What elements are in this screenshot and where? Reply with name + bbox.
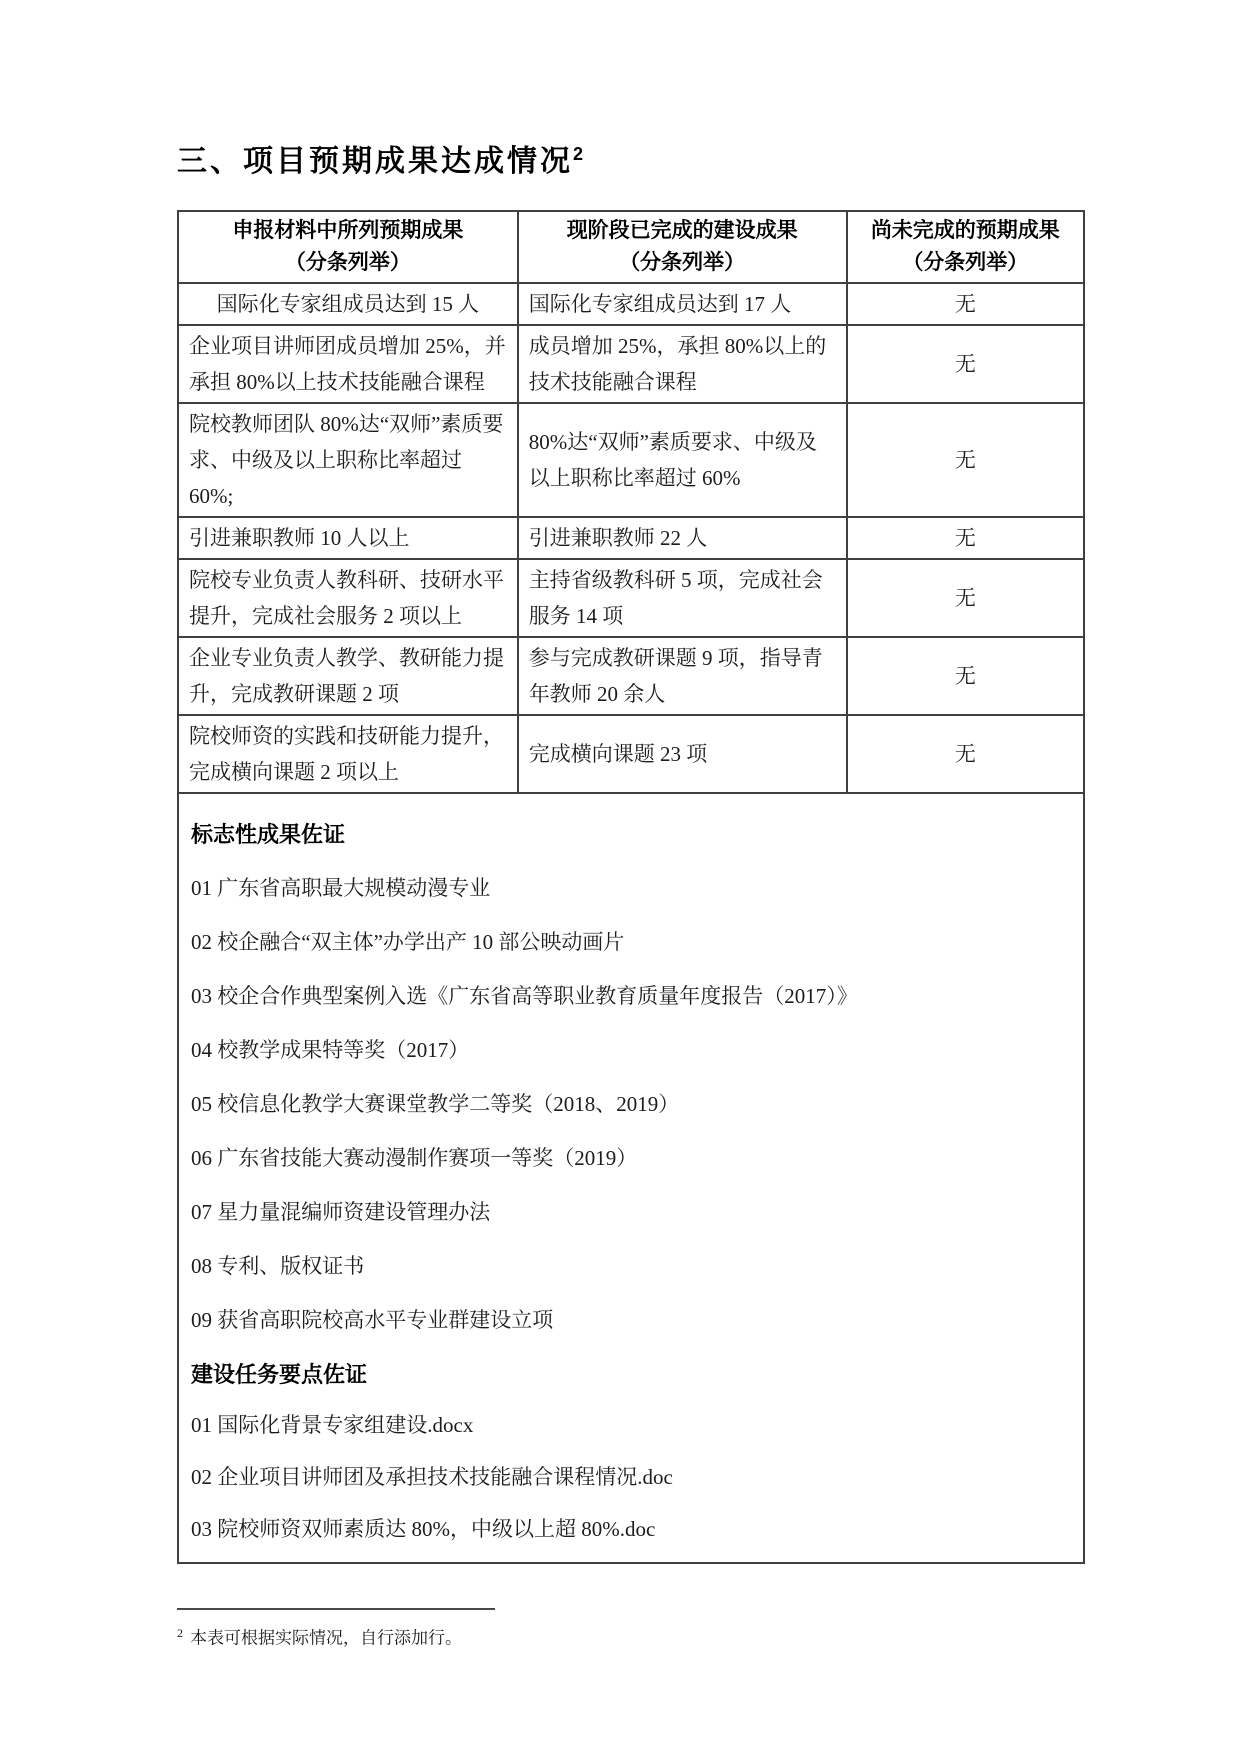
cell-completed: 80%达“双师”素质要求、中级及以上职称比率超过 60% — [518, 403, 847, 517]
table-row — [178, 283, 1084, 325]
header-unfinished — [847, 211, 1084, 283]
evidence-item: 04 校教学成果特等奖（2017） — [191, 1038, 470, 1062]
cell-completed: 主持省级教科研 5 项，完成社会服务 14 项 — [518, 559, 847, 637]
evidence-title-tasks: 建设任务要点佐证 — [191, 1362, 368, 1387]
evidence-item: 01 广东省高职最大规模动漫专业 — [191, 876, 491, 900]
cell-unfinished: 无 — [847, 283, 1084, 325]
header-completed-line1: 现阶段已完成的建设成果 — [566, 219, 798, 242]
cell-unfinished: 无 — [847, 637, 1084, 715]
cell-completed: 完成横向课题 23 项 — [518, 715, 847, 793]
evidence-title-landmark: 标志性成果佐证 — [191, 822, 346, 847]
header-unfinished-line1: 尚未完成的预期成果 — [870, 219, 1060, 242]
footnote-block — [177, 1608, 1085, 1650]
table-row — [178, 559, 1084, 637]
cell-completed: 国际化专家组成员达到 17 人 — [518, 283, 847, 325]
evidence-item: 08 专利、版权证书 — [191, 1254, 365, 1278]
table-row — [178, 325, 1084, 403]
header-expected — [178, 211, 518, 283]
header-completed-line2: （分条列举） — [619, 251, 746, 274]
page — [177, 136, 1085, 1650]
cell-completed: 引进兼职教师 22 人 — [518, 517, 847, 559]
evidence-item: 01 国际化背景专家组建设.docx — [191, 1413, 474, 1437]
footnote-text: 本表可根据实际情况，自行添加行。 — [190, 1628, 462, 1648]
cell-unfinished: 无 — [847, 559, 1084, 637]
cell-expected: 企业项目讲师团成员增加 25%，并承担 80%以上技术技能融合课程 — [178, 325, 518, 403]
cell-unfinished: 无 — [847, 715, 1084, 793]
cell-expected: 院校专业负责人教科研、技研水平提升，完成社会服务 2 项以上 — [178, 559, 518, 637]
evidence-item: 06 广东省技能大赛动漫制作赛项一等奖（2019） — [191, 1146, 638, 1170]
header-expected-line2: （分条列举） — [284, 251, 411, 274]
footnote-marker: 2 — [177, 1626, 183, 1640]
evidence-item: 05 校信息化教学大赛课堂教学二等奖（2018、2019） — [191, 1092, 680, 1116]
table-row — [178, 637, 1084, 715]
heading-footnote-marker: 2 — [573, 144, 584, 164]
evidence-item: 02 企业项目讲师团及承担技术技能融合课程情况.doc — [191, 1465, 673, 1489]
evidence-item: 09 获省高职院校高水平专业群建设立项 — [191, 1308, 554, 1332]
cell-expected: 企业专业负责人教学、教研能力提升，完成教研课题 2 项 — [178, 637, 518, 715]
evidence-item: 07 星力量混编师资建设管理办法 — [191, 1200, 491, 1224]
results-table — [177, 210, 1085, 1564]
evidence-cell — [178, 793, 1084, 1563]
table-row — [178, 403, 1084, 517]
table-row — [178, 715, 1084, 793]
footnote-rule — [177, 1608, 495, 1610]
evidence-item: 03 校企合作典型案例入选《广东省高等职业教育质量年度报告（2017）》 — [191, 984, 858, 1008]
header-expected-line1: 申报材料中所列预期成果 — [232, 219, 464, 242]
cell-expected: 国际化专家组成员达到 15 人 — [178, 283, 518, 325]
header-unfinished-line2: （分条列举） — [902, 251, 1029, 274]
section-heading — [177, 136, 1085, 180]
cell-unfinished: 无 — [847, 325, 1084, 403]
footnote — [177, 1622, 1085, 1650]
evidence-row — [178, 793, 1084, 1563]
cell-completed: 参与完成教研课题 9 项，指导青年教师 20 余人 — [518, 637, 847, 715]
cell-expected: 院校师资的实践和技研能力提升，完成横向课题 2 项以上 — [178, 715, 518, 793]
table-row — [178, 517, 1084, 559]
header-completed — [518, 211, 847, 283]
cell-unfinished: 无 — [847, 517, 1084, 559]
section-heading-text: 三、项目预期成果达成情况 — [177, 145, 573, 178]
cell-unfinished: 无 — [847, 403, 1084, 517]
evidence-item: 02 校企融合“双主体”办学出产 10 部公映动画片 — [191, 930, 625, 954]
table-header-row — [178, 211, 1084, 283]
cell-expected: 院校教师团队 80%达“双师”素质要求、中级及以上职称比率超过 60%; — [178, 403, 518, 517]
evidence-item: 03 院校师资双师素质达 80%，中级以上超 80%.doc — [191, 1517, 656, 1541]
cell-expected: 引进兼职教师 10 人以上 — [178, 517, 518, 559]
cell-completed: 成员增加 25%，承担 80%以上的技术技能融合课程 — [518, 325, 847, 403]
